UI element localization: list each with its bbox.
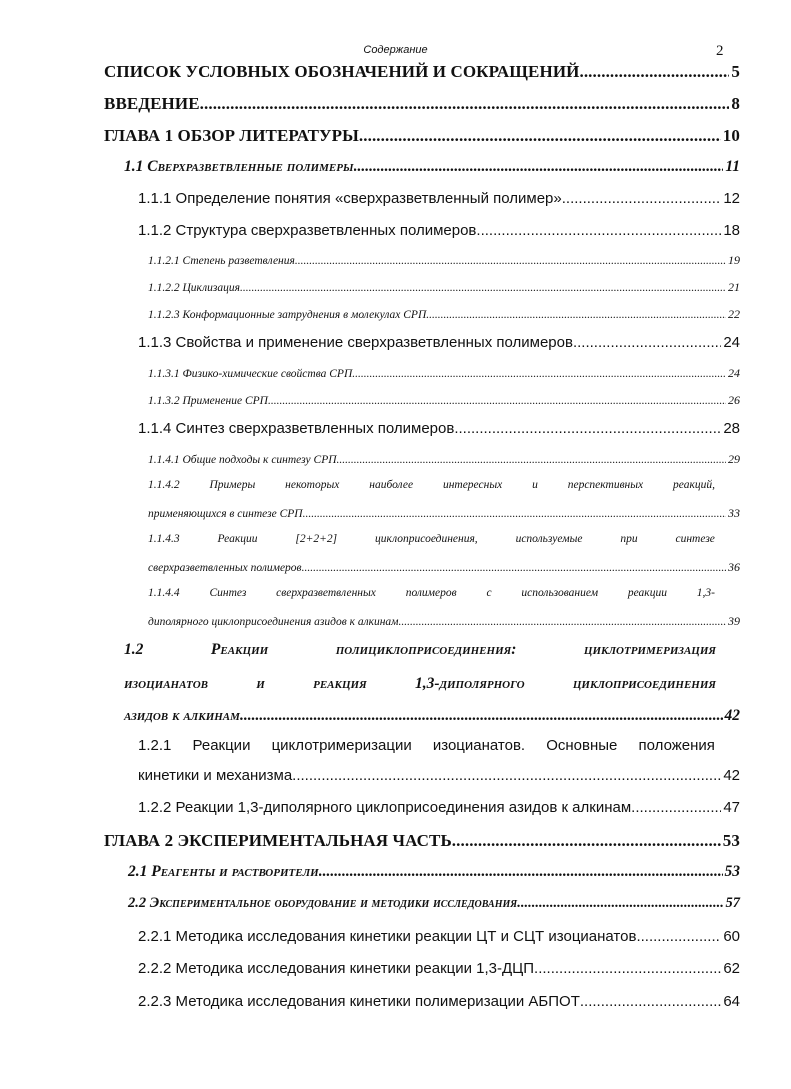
toc-entry-title: 2.2.2 Методика исследования кинетики реакции 1,3-ДЦП [138, 960, 535, 977]
toc-entry-title: применяющихся в синтезе СРП [148, 508, 303, 520]
toc-entry-title: 2.1 Реагенты и растворители [128, 863, 319, 880]
dot-leader [399, 616, 726, 628]
toc-word: положения [638, 737, 715, 754]
toc-word: циклоприсоединения [572, 675, 716, 692]
toc-word: синтезе [675, 533, 715, 545]
dot-leader [580, 993, 721, 1010]
toc-entry-1-1-2-2[interactable] [148, 280, 740, 295]
dot-leader [319, 863, 723, 881]
dot-leader [337, 454, 726, 466]
toc-entry-title: 2.2.3 Методика исследования кинетики полимеризации АБПОТ [138, 993, 580, 1010]
toc-entry-1-1-4-2-line-1[interactable] [148, 479, 715, 491]
toc-entry-1-2-line-3[interactable] [124, 707, 740, 725]
toc-entry-chapter-1[interactable] [104, 126, 740, 146]
toc-entry-page: 60 [723, 928, 740, 945]
toc-entry-page: 5 [731, 62, 740, 81]
toc-word: 1.1.4.4 [148, 587, 180, 599]
toc-entry-title: 1.1 Сверхразветвленные полимеры [124, 158, 354, 175]
toc-entry-title: 1.1.3.2 Применение СРП [148, 395, 268, 407]
toc-word: 1.2 [124, 641, 144, 658]
dot-leader [200, 94, 730, 114]
toc-entry-1-1-4-3-line-2[interactable] [148, 560, 740, 575]
toc-entry-page: 19 [728, 253, 740, 267]
toc-entry-1-1-1[interactable] [138, 190, 740, 207]
toc-entry-1-1-3[interactable] [138, 334, 740, 351]
toc-word: полимеров [405, 587, 457, 599]
toc-entry-chapter-2[interactable] [104, 831, 740, 851]
toc-entry-2-2[interactable] [128, 895, 740, 912]
toc-entry-abbreviations[interactable] [104, 62, 740, 82]
toc-word: Основные [546, 737, 618, 754]
toc-word: перспективных [567, 479, 644, 491]
toc-word: Реакции [210, 641, 269, 658]
toc-entry-title: 1.2.2 Реакции 1,3-диполярного циклоприсоединения азидов к алкинам [138, 799, 632, 816]
toc-word: циклотримеризации [271, 737, 412, 754]
toc-entry-1-1-2-1[interactable] [148, 253, 740, 268]
toc-entry-2-2-2[interactable] [138, 960, 740, 977]
toc-entry-page: 8 [731, 94, 740, 113]
toc-entry-page: 10 [722, 126, 740, 145]
dot-leader [359, 126, 721, 146]
toc-entry-1-2-1-line-2[interactable] [138, 767, 740, 784]
toc-entry-title: 1.1.2.1 Степень разветвления [148, 255, 295, 267]
dot-leader [268, 395, 726, 407]
toc-word: циклоприсоединения, [374, 533, 478, 545]
toc-word: 1.1.4.2 [148, 479, 180, 491]
toc-entry-title: кинетики и механизма [138, 767, 293, 784]
toc-word: реакция [313, 675, 367, 692]
toc-entry-page: 28 [723, 420, 740, 437]
dot-leader [573, 334, 721, 351]
toc-word: 1.1.4.3 [148, 533, 180, 545]
toc-word: наиболее [369, 479, 414, 491]
toc-entry-title: СПИСОК УСЛОВНЫХ ОБОЗНАЧЕНИЙ И СОКРАЩЕНИЙ [104, 62, 580, 81]
toc-entry-title: 1.1.2.3 Конформационные затруднения в молекулах СРП [148, 309, 427, 321]
toc-word: [2+2+2] [295, 533, 338, 545]
toc-entry-page: 24 [728, 366, 740, 380]
toc-entry-page: 64 [723, 993, 740, 1010]
dot-leader [454, 420, 721, 437]
toc-entry-page: 42 [723, 767, 740, 784]
toc-entry-introduction[interactable] [104, 94, 740, 114]
toc-entry-page: 21 [728, 280, 740, 294]
dot-leader [631, 799, 721, 816]
toc-entry-title: 2.2 Экспериментальное оборудование и методики исследования [128, 895, 518, 911]
toc-word: используемые [515, 533, 583, 545]
toc-word: циклотримеризация [583, 641, 716, 658]
dot-leader [352, 368, 726, 380]
dot-leader [303, 508, 726, 520]
toc-entry-page: 26 [728, 393, 740, 407]
toc-word: Примеры [209, 479, 256, 491]
toc-entry-page: 53 [724, 863, 740, 880]
toc-entry-page: 33 [728, 506, 740, 520]
toc-word: с [486, 587, 492, 599]
toc-entry-page: 12 [723, 190, 740, 207]
dot-leader [636, 928, 721, 945]
toc-entry-title: ГЛАВА 2 ЭКСПЕРИМЕНТАЛЬНАЯ ЧАСТЬ [104, 831, 452, 850]
dot-leader [295, 255, 726, 267]
toc-word: Реакции [217, 533, 258, 545]
toc-entry-1-1-2[interactable] [138, 222, 740, 239]
toc-word: изоцианатов [124, 675, 209, 692]
dot-leader [354, 158, 724, 176]
toc-entry-page: 57 [725, 895, 740, 911]
toc-word: сверхразветвленных [276, 587, 376, 599]
toc-entry-1-1-3-2[interactable] [148, 393, 740, 408]
dot-leader [534, 960, 721, 977]
toc-entry-1-2-1-line-1[interactable] [138, 737, 715, 754]
toc-word: и [256, 675, 265, 692]
toc-word: 1.2.1 [138, 737, 172, 754]
dot-leader [302, 562, 726, 574]
dot-leader [476, 222, 721, 239]
running-header: Содержание [363, 44, 428, 56]
toc-entry-1-1-4-1[interactable] [148, 452, 740, 467]
toc-entry-1-1-3-1[interactable] [148, 366, 740, 381]
toc-entry-1-1-2-3[interactable] [148, 307, 740, 322]
toc-entry-page: 11 [725, 158, 740, 175]
toc-entry-1-1-4-3-line-1[interactable] [148, 533, 715, 545]
toc-entry-title: 1.1.4.1 Общие подходы к синтезу СРП [148, 454, 337, 466]
toc-word: интересных [442, 479, 503, 491]
toc-entry-1-2-line-1[interactable] [124, 641, 716, 659]
toc-word: некоторых [285, 479, 340, 491]
toc-entry-1-1[interactable] [124, 158, 740, 176]
toc-word: Синтез [209, 587, 247, 599]
toc-entry-page: 39 [728, 614, 740, 628]
toc-entry-title: ВВЕДЕНИЕ [104, 94, 200, 113]
dot-leader [517, 895, 723, 912]
toc-entry-title: сверхразветвленных полимеров [148, 562, 302, 574]
toc-entry-title: ГЛАВА 1 ОБЗОР ЛИТЕРАТУРЫ [104, 126, 359, 145]
toc-entry-title: азидов к алкинам [124, 707, 240, 724]
toc-entry-page: 18 [723, 222, 740, 239]
dot-leader [292, 767, 721, 784]
page-number: 2 [716, 43, 724, 59]
toc-entry-1-1-4[interactable] [138, 420, 740, 437]
toc-entry-1-1-4-4-line-1[interactable] [148, 587, 715, 599]
toc-entry-title: 1.1.2 Структура сверхразветвленных полимеров [138, 222, 477, 239]
toc-word: при [620, 533, 638, 545]
dot-leader [452, 831, 721, 851]
toc-word: и [532, 479, 538, 491]
toc-entry-title: 1.1.2.2 Циклизация [148, 282, 241, 294]
toc-entry-page: 24 [723, 334, 740, 351]
toc-entry-title: 1.1.3.1 Физико-химические свойства СРП [148, 368, 353, 380]
toc-entry-page: 42 [724, 707, 740, 724]
toc-entry-page: 36 [728, 560, 740, 574]
toc-entry-title: 1.1.4 Синтез сверхразветвленных полимеров [138, 420, 455, 437]
toc-entry-title: 1.1.3 Свойства и применение сверхразветвленных полимеров [138, 334, 573, 351]
toc-word: использованием [521, 587, 599, 599]
toc-entry-title: 1.1.1 Определение понятия «сверхразветвленный полимер» [138, 190, 562, 207]
toc-word: полициклоприсоединения: [335, 641, 517, 658]
dot-leader [240, 707, 723, 725]
toc-entry-title: диполярного циклоприсоединения азидов к алкинам [148, 616, 399, 628]
toc-entry-title: 2.2.1 Методика исследования кинетики реакции ЦТ и СЦТ изоцианатов [138, 928, 637, 945]
toc-entry-page: 53 [722, 831, 740, 850]
toc-word: реакции [627, 587, 667, 599]
toc-entry-1-1-4-2-line-2[interactable] [148, 506, 740, 521]
toc-entry-2-2-3[interactable] [138, 993, 740, 1010]
toc-entry-page: 22 [728, 307, 740, 321]
toc-entry-page: 62 [723, 960, 740, 977]
toc-word: реакций, [673, 479, 715, 491]
dot-leader [579, 62, 729, 82]
toc-word: Реакции [192, 737, 251, 754]
dot-leader [562, 190, 722, 207]
toc-entry-1-2-line-2[interactable] [124, 675, 716, 693]
toc-entry-2-2-1[interactable] [138, 928, 740, 945]
toc-word: изоцианатов. [432, 737, 526, 754]
toc-entry-page: 29 [728, 452, 740, 466]
toc-word: 1,3-диполярного [414, 675, 525, 692]
toc-entry-page: 47 [723, 799, 740, 816]
toc-entry-1-2-2[interactable] [138, 799, 740, 816]
toc-word: 1,3- [696, 587, 715, 599]
toc-entry-2-1[interactable] [128, 863, 740, 881]
dot-leader [240, 282, 726, 294]
dot-leader [426, 309, 726, 321]
toc-entry-1-1-4-4-line-2[interactable] [148, 614, 740, 629]
